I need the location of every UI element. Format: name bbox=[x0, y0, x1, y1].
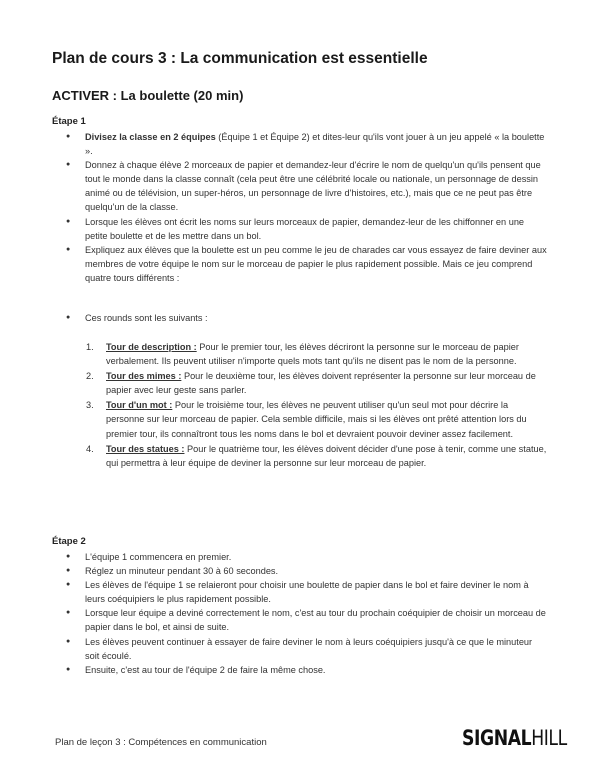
item-text: Expliquez aux élèves que la boulette est un peu comme le jeu de charades car vous essayez de faire deviner aux membres de votre équipe le nom sur le morceau de papier le plus rapidement possible. Mais ce jeu comprend quatre tours différents : bbox=[85, 244, 547, 283]
round-title: Tour d'un mot : bbox=[106, 400, 173, 411]
round-title: Tour des statues : bbox=[106, 443, 185, 454]
round-number: 4. bbox=[86, 443, 94, 454]
list-item bbox=[52, 606, 547, 634]
list-item bbox=[52, 578, 547, 606]
footer-text: Plan de leçon 3 : Compétences en communication bbox=[55, 737, 267, 748]
round-item bbox=[52, 369, 547, 397]
round-number: 1. bbox=[86, 342, 94, 352]
round-number: 2. bbox=[86, 371, 94, 382]
page-title: Plan de cours 3 : La communication est essentielle bbox=[52, 50, 428, 67]
item-text: Lorsque les élèves ont écrit les noms sur leurs morceaux de papier, demandez-leur de les chiffonner en une petite boulette et de les mettre dans un bol. bbox=[85, 216, 525, 241]
round-item bbox=[52, 340, 547, 368]
list-item bbox=[52, 663, 547, 677]
list-item bbox=[52, 635, 547, 663]
step-2-label: Étape 2 bbox=[52, 536, 86, 547]
bold-text: Divisez la classe en 2 équipes bbox=[85, 132, 216, 142]
round-text: Pour le premier tour, les élèves décriront la personne sur le morceau de papier verbalement. Ils peuvent utiliser n'importe quels mots tant qu'ils ne disent pas le nom de la personne. bbox=[106, 342, 519, 367]
section-heading: ACTIVER : La boulette (20 min) bbox=[52, 88, 244, 103]
rounds-list bbox=[52, 340, 547, 471]
list-item bbox=[52, 564, 547, 578]
list-item bbox=[52, 215, 547, 243]
round-title: Tour de description : bbox=[106, 342, 197, 352]
round-number: 3. bbox=[86, 400, 94, 411]
item-text: Lorsque leur équipe a deviné correctement le nom, c'est au tour du prochain coéquipier de choisir un morceau de papier dans le bol, et ainsi de suite. bbox=[85, 608, 546, 633]
item-text: Les élèves peuvent continuer à essayer de faire deviner le nom à leurs coéquipiers jusqu'à ce que le minuteur soit écoulé. bbox=[85, 636, 533, 661]
list-item bbox=[52, 158, 547, 214]
round-item bbox=[52, 442, 547, 470]
step-2-list bbox=[52, 550, 547, 677]
item-text: Ensuite, c'est au tour de l'équipe 2 de faire la même chose. bbox=[85, 664, 326, 675]
item-text: Ces rounds sont les suivants : bbox=[85, 313, 208, 323]
step-1-list bbox=[52, 130, 547, 285]
step-1-label: Étape 1 bbox=[52, 116, 86, 127]
item-text: L'équipe 1 commencera en premier. bbox=[85, 552, 232, 562]
item-text: Donnez à chaque élève 2 morceaux de papier et demandez-leur d'écrire le nom de quelqu'un qu'ils pensent que tout le monde dans la classe connaît (cela peut être une célébrité locale ou nationale, un personnage de dessin animé ou de télévision, un super-héros, un personnage de livre d'histoires, etc.), mais que ce ne peut pas être quelqu'un de la classe. bbox=[85, 160, 541, 213]
list-item bbox=[52, 243, 547, 285]
item-text: Les élèves de l'équipe 1 se relaieront pour choisir une boulette de papier dans le bol et faire deviner le nom à leurs coéquipiers le plus rapidement possible. bbox=[85, 580, 529, 605]
round-text: Pour le deuxième tour, les élèves doivent représenter la personne sur leur morceau de papier avec leur geste sans parler. bbox=[106, 371, 536, 396]
logo-thin-part: HILL bbox=[531, 726, 567, 750]
round-text: Pour le quatrième tour, les élèves doivent décider d'une pose à tenir, comme une statue, qui permettra à leur équipe de deviner la personne sur leur morceau de papier. bbox=[106, 443, 547, 468]
logo-bold-part: SIGNAL bbox=[462, 726, 532, 750]
item-text: Réglez un minuteur pendant 30 à 60 secondes. bbox=[85, 566, 279, 577]
item-text: (Équipe 1 et Équipe 2) et dites-leur qu'ils vont jouer à un jeu appelé « la boulette ». bbox=[85, 132, 545, 157]
list-item bbox=[52, 311, 547, 325]
signal-hill-logo bbox=[462, 726, 567, 750]
list-item bbox=[52, 130, 547, 158]
round-text: Pour le troisième tour, les élèves ne peuvent utiliser qu'un seul mot pour décrire la personne sur leur morceau de papier. Cela semble difficile, mais si les élèves ont prêté attention lors du premier tour, ils connaîtront tous les noms dans le bol et devraient pouvoir deviner assez facilement. bbox=[106, 400, 527, 439]
list-item bbox=[52, 550, 547, 564]
round-item bbox=[52, 398, 547, 440]
rounds-intro-list bbox=[52, 311, 547, 325]
round-title: Tour des mimes : bbox=[106, 371, 182, 382]
